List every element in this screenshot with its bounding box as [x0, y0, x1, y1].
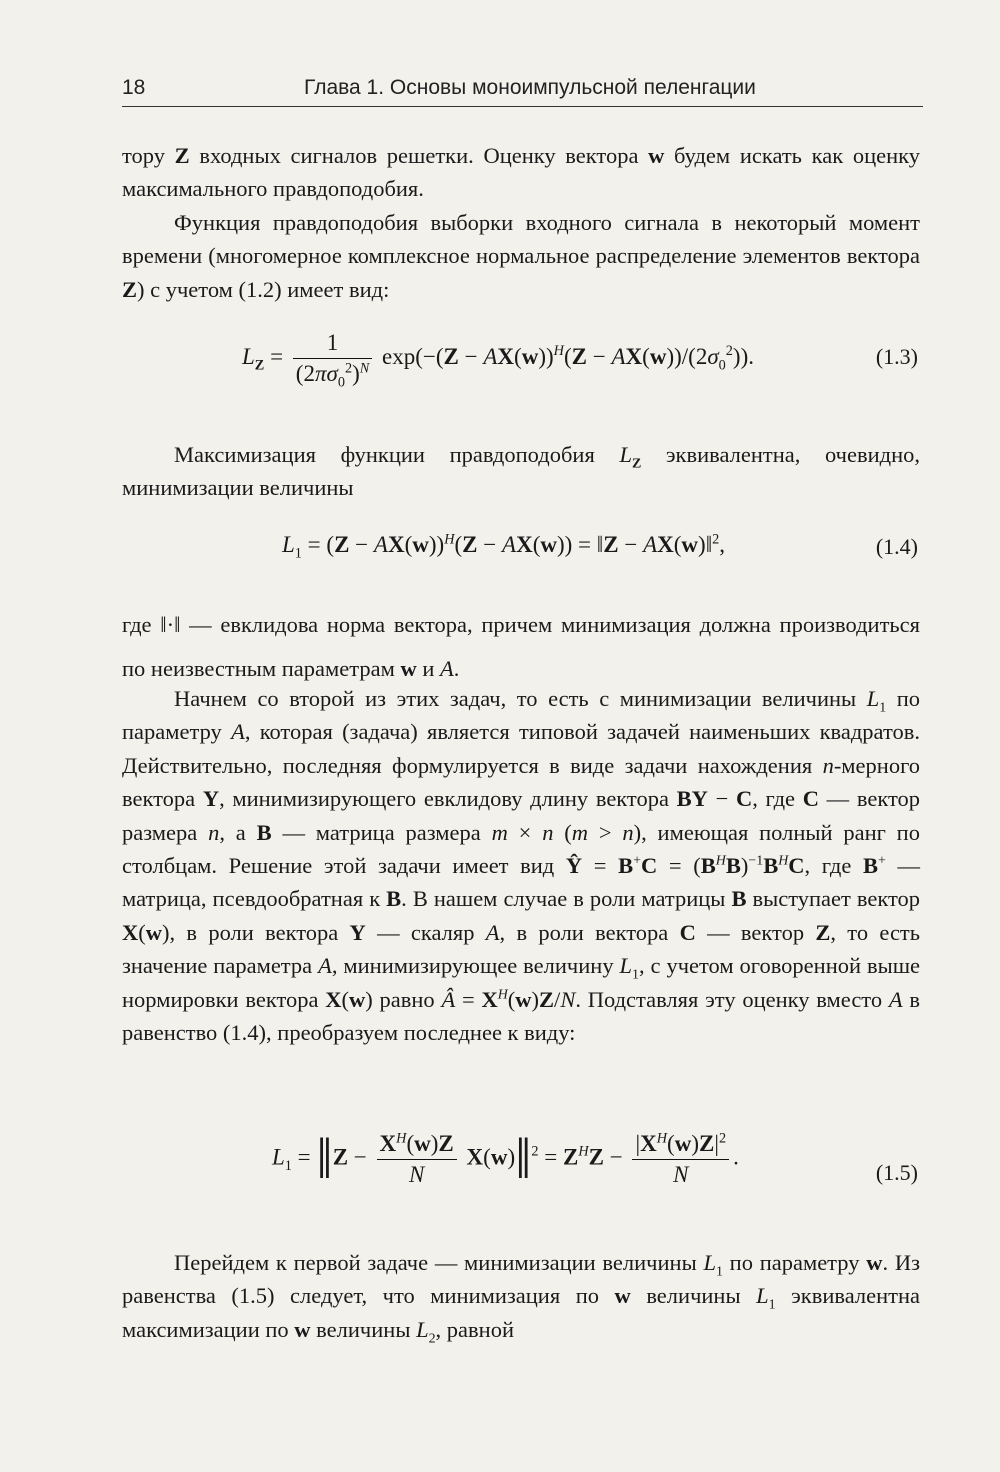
equation-1-3: $L_Z$ = $\frac{1}{(2\pi\sigma_0^2)^N}$ $\exp(-(Z - AX(w))^H(Z - AX(w))/(2\sigma_0^2))$. (1.3) [242, 330, 918, 391]
page-number: 18 [122, 76, 146, 99]
paragraph-3: Максимизация функции правдоподобия $L_Z$ эквивалентна, очевидно, минимизации величины [122, 442, 920, 501]
header-rule [122, 106, 923, 107]
equation-number: (1.4) [875, 534, 918, 559]
running-title: Глава 1. Основы моноимпульсной пеленгации [304, 76, 756, 99]
paragraph-5: Начнем со второй из этих задач, то есть с минимизации величины $L_1$ по параметру A, которая (задача) является типовой задачей наименьших квадратов. Действительно, последняя формулируется в виде задачи нахождения n-мерного вектора Y, минимизирующего евклидову длину вектора BY − C, где C — вектор размера n, а B — матрица размера m × n (m > n), имеющая полный ранг по столбцам. Решение этой задачи имеет вид Ŷ = $B^+C = (B^HB)^{-1}B^HC$, где B+ — матрица, псевдообратная к B. В нашем случае в роли матрицы B выступает вектор X(w), в роли вектора Y — скаляр A, в роли вектора C — вектор Z, то есть значение параметра A, минимизирующее величину $L_1$, с учетом оговоренной выше нормировки вектора X(w) равно Â = $X^H(w)Z/N$. Подставляя эту оценку вместо A в равенство (1.4), преобразуем последнее к виду: [122, 686, 921, 1046]
page-header [122, 72, 922, 108]
equation-1-5: $L_1$ = ‖Z − $\frac{X^H(w)Z}{N}$ X(w)‖$^2$ = $Z^HZ$ − $\frac{|X^H(w)Z|^2}{N}$ . (1.5) [272, 1126, 918, 1191]
equation-number: (1.5) [875, 1160, 918, 1185]
paragraph-6: Перейдем к первой задаче — минимизации величины $L_1$ по параметру w. Из равенства (1.5) следует, что минимизация по w величины $L_1$ эквивалентна максимизации по w величины $L_2$, равной [122, 1250, 920, 1347]
paragraph-1: тору Z входных сигналов решетки. Оценку вектора w будем искать как оценку максимального правдоподобия. [122, 143, 920, 202]
paragraph-2: Функция правдоподобия выборки входного сигнала в некоторый момент времени (многомерное комплексное нормальное распределение элементов вектора Z) с учетом (1.2) имеет вид: [122, 210, 920, 302]
equation-1-4: $L_1 = (Z - AX(w))^H(Z - AX(w))$ = ‖Z − AX(w)‖$^2$, (1.4) [282, 531, 918, 562]
equation-number: (1.3) [875, 344, 918, 369]
paragraph-4: где ‖·‖ — евклидова норма вектора, причем минимизация должна производиться по неизвестным параметрам w и A. [122, 612, 920, 681]
